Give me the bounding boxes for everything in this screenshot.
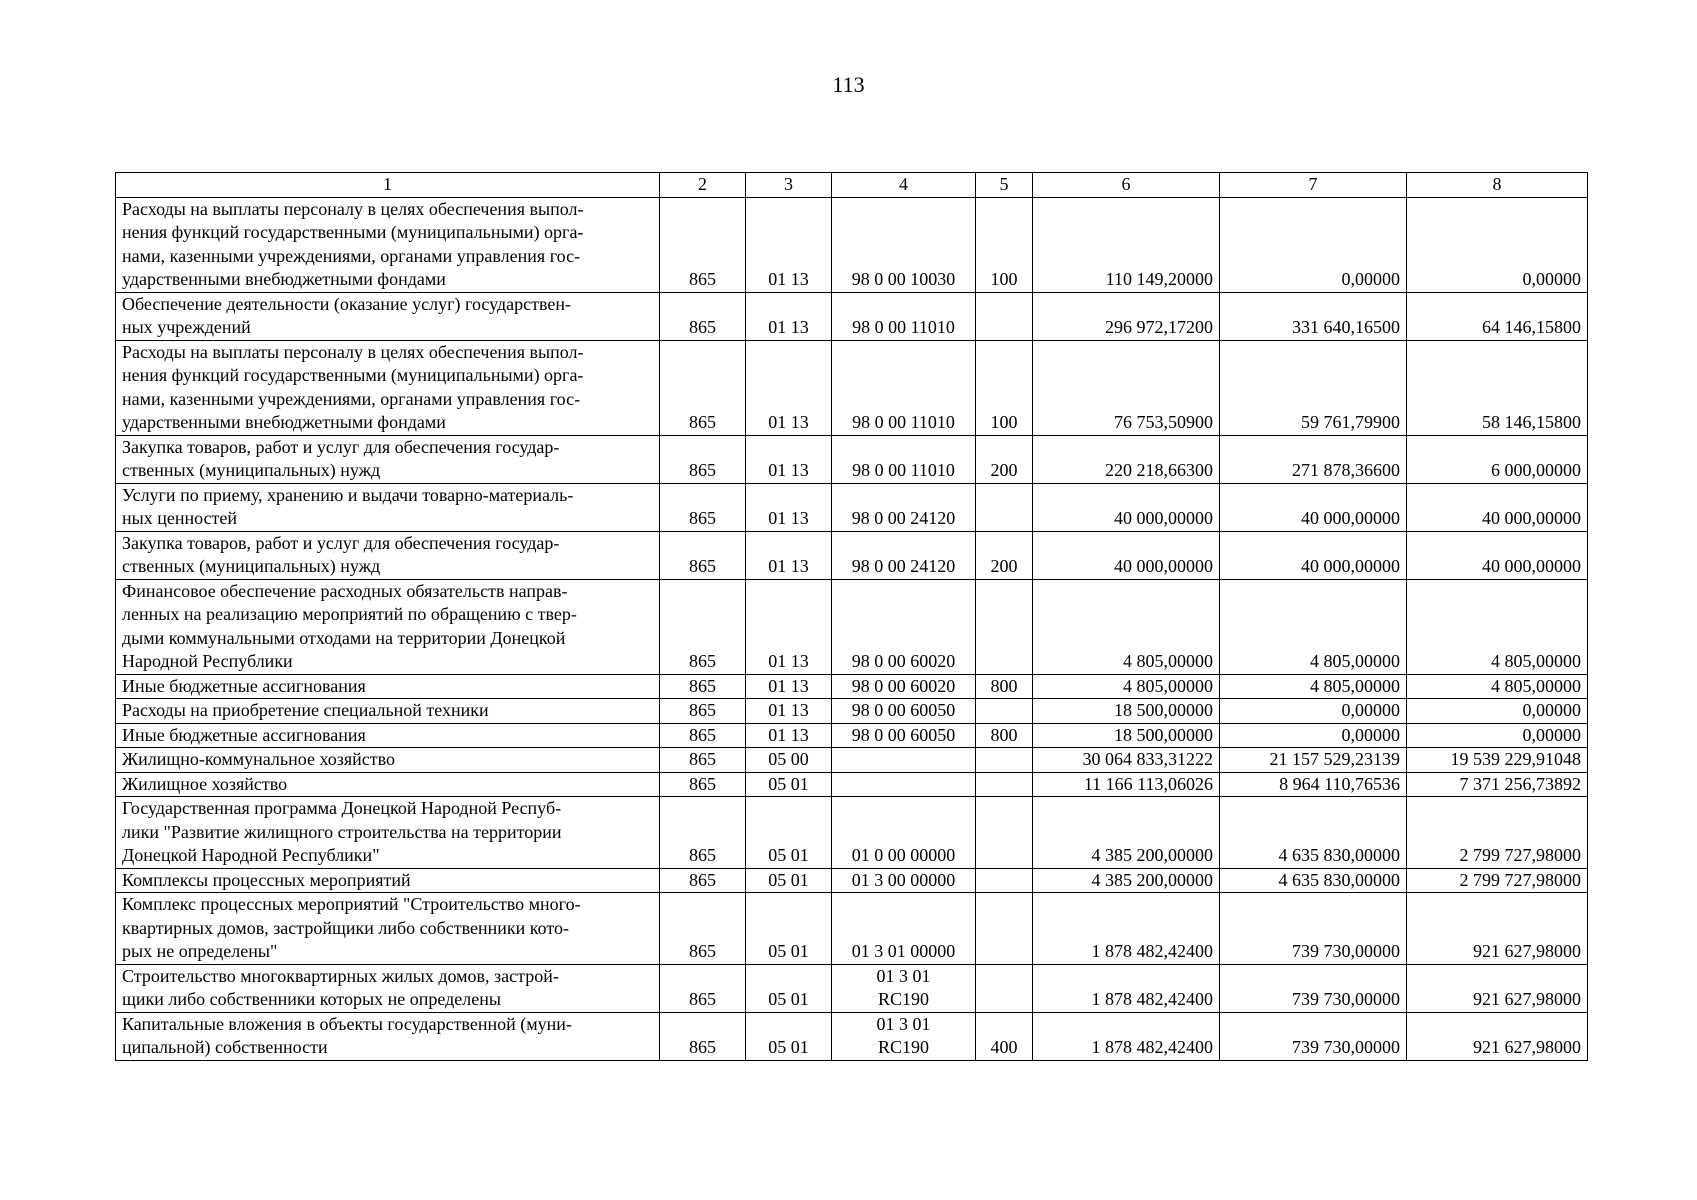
amount-col-6: 4 805,00000 — [1033, 674, 1220, 699]
table-row — [116, 674, 1588, 699]
table-row — [116, 964, 1588, 1012]
section-code: 01 13 — [746, 579, 832, 674]
admin-code: 865 — [660, 893, 746, 965]
amount-col-6: 76 753,50900 — [1033, 340, 1220, 435]
row-description: Комплекс процессных мероприятий "Строительство много- квартирных домов, застройщики либо собственники кото- рых не определены" — [116, 893, 660, 965]
target-article-code: 01 3 01 00000 — [832, 893, 976, 965]
header-row — [116, 173, 1588, 198]
target-article-code: 01 3 01 RC190 — [832, 1012, 976, 1060]
amount-col-6: 110 149,20000 — [1033, 197, 1220, 292]
target-article-code: 98 0 00 60020 — [832, 674, 976, 699]
amount-col-7: 739 730,00000 — [1220, 1012, 1407, 1060]
expense-type-code — [976, 699, 1033, 724]
expense-type-code — [976, 893, 1033, 965]
amount-col-7: 739 730,00000 — [1220, 964, 1407, 1012]
admin-code: 865 — [660, 1012, 746, 1060]
amount-col-7: 4 635 830,00000 — [1220, 868, 1407, 893]
amount-col-7: 4 635 830,00000 — [1220, 797, 1407, 869]
admin-code: 865 — [660, 340, 746, 435]
section-code: 05 01 — [746, 1012, 832, 1060]
amount-col-7: 4 805,00000 — [1220, 674, 1407, 699]
table-row — [116, 531, 1588, 579]
target-article-code: 98 0 00 60020 — [832, 579, 976, 674]
row-description: Расходы на выплаты персоналу в целях обеспечения выпол- нения функций государственными (муниципальными) орга- нами, казенными учреждениями, органами управления гос- ударственными внебюджетными фондами — [116, 340, 660, 435]
amount-col-8: 4 805,00000 — [1407, 674, 1588, 699]
target-article-code: 98 0 00 24120 — [832, 483, 976, 531]
table-row — [116, 579, 1588, 674]
expense-type-code — [976, 748, 1033, 773]
expense-type-code: 400 — [976, 1012, 1033, 1060]
header-cell-4: 4 — [832, 173, 976, 198]
row-description: Капитальные вложения в объекты государственной (муни- ципальной) собственности — [116, 1012, 660, 1060]
amount-col-7: 40 000,00000 — [1220, 483, 1407, 531]
expense-type-code — [976, 772, 1033, 797]
row-description: Закупка товаров, работ и услуг для обеспечения государ- ственных (муниципальных) нужд — [116, 531, 660, 579]
amount-col-7: 59 761,79900 — [1220, 340, 1407, 435]
target-article-code: 98 0 00 11010 — [832, 435, 976, 483]
target-article-code: 98 0 00 24120 — [832, 531, 976, 579]
amount-col-6: 1 878 482,42400 — [1033, 893, 1220, 965]
row-description: Финансовое обеспечение расходных обязательств направ- ленных на реализацию мероприятий по обращению с твер- дыми коммунальными отходами на территории Донецкой Народной Республики — [116, 579, 660, 674]
amount-col-6: 18 500,00000 — [1033, 699, 1220, 724]
amount-col-8: 0,00000 — [1407, 723, 1588, 748]
expense-type-code — [976, 868, 1033, 893]
amount-col-7: 40 000,00000 — [1220, 531, 1407, 579]
row-description: Расходы на выплаты персоналу в целях обеспечения выпол- нения функций государственными (муниципальными) орга- нами, казенными учреждениями, органами управления гос- ударственными внебюджетными фондами — [116, 197, 660, 292]
header-cell-5: 5 — [976, 173, 1033, 198]
admin-code: 865 — [660, 292, 746, 340]
section-code: 05 01 — [746, 964, 832, 1012]
section-code: 01 13 — [746, 435, 832, 483]
table-row — [116, 893, 1588, 965]
amount-col-6: 220 218,66300 — [1033, 435, 1220, 483]
admin-code: 865 — [660, 699, 746, 724]
amount-col-8: 0,00000 — [1407, 197, 1588, 292]
row-description: Обеспечение деятельности (оказание услуг) государствен- ных учреждений — [116, 292, 660, 340]
table-body — [116, 197, 1588, 1060]
section-code: 01 13 — [746, 483, 832, 531]
amount-col-8: 7 371 256,73892 — [1407, 772, 1588, 797]
table-row — [116, 748, 1588, 773]
amount-col-8: 0,00000 — [1407, 699, 1588, 724]
table-row — [116, 292, 1588, 340]
row-description: Услуги по приему, хранению и выдачи товарно-материаль- ных ценностей — [116, 483, 660, 531]
amount-col-6: 18 500,00000 — [1033, 723, 1220, 748]
amount-col-8: 921 627,98000 — [1407, 893, 1588, 965]
amount-col-6: 1 878 482,42400 — [1033, 964, 1220, 1012]
admin-code: 865 — [660, 674, 746, 699]
header-cell-8: 8 — [1407, 173, 1588, 198]
table-row — [116, 772, 1588, 797]
expense-type-code — [976, 483, 1033, 531]
expense-type-code: 200 — [976, 435, 1033, 483]
table-row — [116, 1012, 1588, 1060]
row-description: Жилищное хозяйство — [116, 772, 660, 797]
table-row — [116, 868, 1588, 893]
row-description: Иные бюджетные ассигнования — [116, 723, 660, 748]
amount-col-6: 4 385 200,00000 — [1033, 797, 1220, 869]
target-article-code: 01 0 00 00000 — [832, 797, 976, 869]
admin-code: 865 — [660, 868, 746, 893]
amount-col-7: 21 157 529,23139 — [1220, 748, 1407, 773]
table-row — [116, 723, 1588, 748]
amount-col-8: 19 539 229,91048 — [1407, 748, 1588, 773]
expense-type-code: 100 — [976, 340, 1033, 435]
row-description: Иные бюджетные ассигнования — [116, 674, 660, 699]
header-cell-6: 6 — [1033, 173, 1220, 198]
expense-type-code — [976, 797, 1033, 869]
table-row — [116, 699, 1588, 724]
expense-type-code: 100 — [976, 197, 1033, 292]
amount-col-6: 40 000,00000 — [1033, 531, 1220, 579]
expense-type-code — [976, 964, 1033, 1012]
section-code: 01 13 — [746, 197, 832, 292]
amount-col-8: 2 799 727,98000 — [1407, 797, 1588, 869]
target-article-code: 98 0 00 60050 — [832, 723, 976, 748]
expense-type-code — [976, 579, 1033, 674]
admin-code: 865 — [660, 748, 746, 773]
admin-code: 865 — [660, 772, 746, 797]
section-code: 01 13 — [746, 674, 832, 699]
expense-type-code: 200 — [976, 531, 1033, 579]
admin-code: 865 — [660, 723, 746, 748]
admin-code: 865 — [660, 435, 746, 483]
amount-col-8: 2 799 727,98000 — [1407, 868, 1588, 893]
section-code: 01 13 — [746, 531, 832, 579]
admin-code: 865 — [660, 964, 746, 1012]
row-description: Расходы на приобретение специальной техники — [116, 699, 660, 724]
header-cell-3: 3 — [746, 173, 832, 198]
target-article-code: 01 3 00 00000 — [832, 868, 976, 893]
table-row — [116, 340, 1588, 435]
section-code: 05 01 — [746, 797, 832, 869]
amount-col-8: 40 000,00000 — [1407, 531, 1588, 579]
amount-col-7: 331 640,16500 — [1220, 292, 1407, 340]
target-article-code: 98 0 00 11010 — [832, 292, 976, 340]
target-article-code: 01 3 01 RC190 — [832, 964, 976, 1012]
table-row — [116, 197, 1588, 292]
amount-col-6: 296 972,17200 — [1033, 292, 1220, 340]
table-row — [116, 483, 1588, 531]
table-row — [116, 435, 1588, 483]
expense-type-code — [976, 292, 1033, 340]
amount-col-7: 0,00000 — [1220, 723, 1407, 748]
header-cell-2: 2 — [660, 173, 746, 198]
admin-code: 865 — [660, 579, 746, 674]
expense-type-code: 800 — [976, 674, 1033, 699]
amount-col-8: 921 627,98000 — [1407, 964, 1588, 1012]
row-description: Государственная программа Донецкой Народной Респуб- лики "Развитие жилищного строительства на территории Донецкой Народной Республики" — [116, 797, 660, 869]
header-cell-1: 1 — [116, 173, 660, 198]
budget-table — [115, 172, 1588, 1061]
expense-type-code: 800 — [976, 723, 1033, 748]
amount-col-6: 4 385 200,00000 — [1033, 868, 1220, 893]
section-code: 05 00 — [746, 748, 832, 773]
amount-col-6: 4 805,00000 — [1033, 579, 1220, 674]
section-code: 01 13 — [746, 292, 832, 340]
target-article-code — [832, 748, 976, 773]
admin-code: 865 — [660, 197, 746, 292]
admin-code: 865 — [660, 797, 746, 869]
amount-col-7: 271 878,36600 — [1220, 435, 1407, 483]
section-code: 05 01 — [746, 772, 832, 797]
amount-col-6: 1 878 482,42400 — [1033, 1012, 1220, 1060]
table-row — [116, 797, 1588, 869]
amount-col-6: 11 166 113,06026 — [1033, 772, 1220, 797]
target-article-code: 98 0 00 11010 — [832, 340, 976, 435]
section-code: 01 13 — [746, 340, 832, 435]
amount-col-6: 30 064 833,31222 — [1033, 748, 1220, 773]
amount-col-8: 64 146,15800 — [1407, 292, 1588, 340]
header-cell-7: 7 — [1220, 173, 1407, 198]
amount-col-7: 0,00000 — [1220, 197, 1407, 292]
page-number: 113 — [832, 72, 865, 97]
amount-col-8: 40 000,00000 — [1407, 483, 1588, 531]
amount-col-7: 4 805,00000 — [1220, 579, 1407, 674]
row-description: Комплексы процессных мероприятий — [116, 868, 660, 893]
row-description: Закупка товаров, работ и услуг для обеспечения государ- ственных (муниципальных) нужд — [116, 435, 660, 483]
target-article-code: 98 0 00 60050 — [832, 699, 976, 724]
target-article-code: 98 0 00 10030 — [832, 197, 976, 292]
amount-col-7: 8 964 110,76536 — [1220, 772, 1407, 797]
section-code: 05 01 — [746, 868, 832, 893]
section-code: 01 13 — [746, 723, 832, 748]
amount-col-6: 40 000,00000 — [1033, 483, 1220, 531]
section-code: 05 01 — [746, 893, 832, 965]
amount-col-7: 739 730,00000 — [1220, 893, 1407, 965]
row-description: Строительство многоквартирных жилых домов, застрой- щики либо собственники которых не определены — [116, 964, 660, 1012]
amount-col-8: 921 627,98000 — [1407, 1012, 1588, 1060]
amount-col-8: 6 000,00000 — [1407, 435, 1588, 483]
amount-col-8: 4 805,00000 — [1407, 579, 1588, 674]
amount-col-8: 58 146,15800 — [1407, 340, 1588, 435]
target-article-code — [832, 772, 976, 797]
admin-code: 865 — [660, 483, 746, 531]
section-code: 01 13 — [746, 699, 832, 724]
admin-code: 865 — [660, 531, 746, 579]
row-description: Жилищно-коммунальное хозяйство — [116, 748, 660, 773]
amount-col-7: 0,00000 — [1220, 699, 1407, 724]
